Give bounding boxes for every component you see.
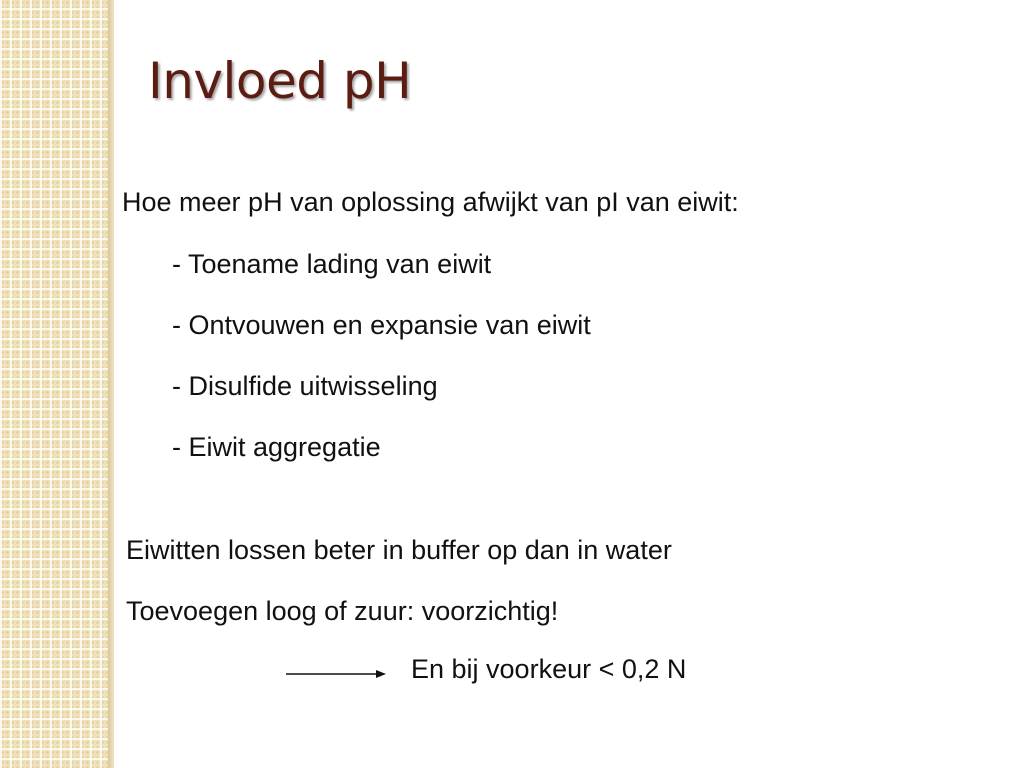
statement-caution: Toevoegen loog of zuur: voorzichtig! bbox=[126, 596, 559, 626]
statement-buffer: Eiwitten lossen beter in buffer op dan in water bbox=[126, 535, 672, 565]
bullet-item: - Ontvouwen en expansie van eiwit bbox=[172, 310, 591, 340]
right-arrow-icon bbox=[286, 667, 386, 681]
bullet-item: - Eiwit aggregatie bbox=[172, 432, 381, 462]
bullet-item: - Toename lading van eiwit bbox=[172, 249, 492, 279]
bullet-item: - Disulfide uitwisseling bbox=[172, 371, 438, 401]
arrow-note-text: En bij voorkeur < 0,2 N bbox=[411, 654, 687, 684]
decorative-side-border bbox=[108, 0, 114, 768]
intro-text: Hoe meer pH van oplossing afwijkt van pI van eiwit: bbox=[122, 187, 739, 217]
decorative-side-pattern bbox=[0, 0, 108, 768]
slide-title: Invloed pH bbox=[148, 52, 412, 110]
